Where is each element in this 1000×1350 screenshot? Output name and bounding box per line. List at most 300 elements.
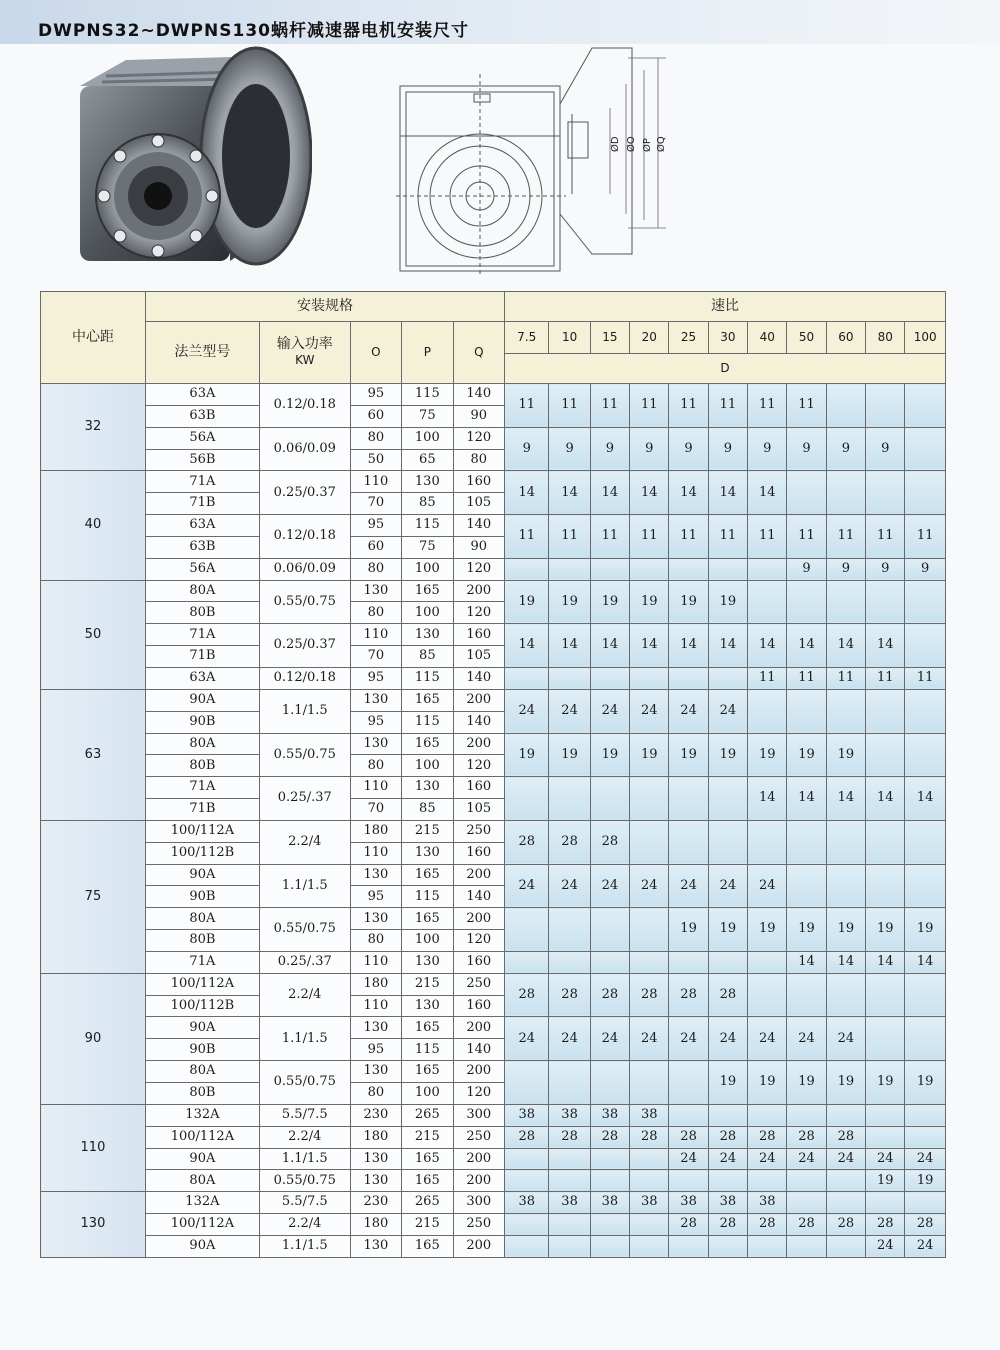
d-value-cell bbox=[748, 820, 787, 864]
label-p: ØP bbox=[642, 138, 653, 152]
ratio-header: 100 bbox=[905, 322, 946, 354]
d-value-cell: 11 bbox=[590, 384, 629, 428]
dimension-p-cell: 130 bbox=[402, 624, 453, 646]
d-value-cell bbox=[669, 820, 708, 864]
dimension-p-cell: 85 bbox=[402, 799, 453, 821]
input-power-cell: 1.1/1.5 bbox=[259, 1017, 350, 1061]
label-q: ØQ bbox=[656, 136, 667, 152]
dimension-p-cell: 165 bbox=[402, 689, 453, 711]
d-value-cell: 9 bbox=[866, 427, 905, 471]
d-value-cell: 24 bbox=[549, 1017, 590, 1061]
flange-model-cell: 71B bbox=[145, 799, 259, 821]
d-value-cell: 19 bbox=[669, 908, 708, 952]
d-value-cell: 14 bbox=[590, 471, 629, 515]
dimension-p-cell: 100 bbox=[402, 755, 453, 777]
dimension-o-cell: 110 bbox=[350, 995, 401, 1017]
d-value-cell: 19 bbox=[590, 733, 629, 777]
dimension-o-cell: 60 bbox=[350, 405, 401, 427]
dimension-p-cell: 100 bbox=[402, 427, 453, 449]
flange-model-cell: 90B bbox=[145, 711, 259, 733]
dimension-o-cell: 130 bbox=[350, 580, 401, 602]
d-value-cell bbox=[549, 667, 590, 689]
ratio-header: 30 bbox=[708, 322, 747, 354]
d-value-cell: 11 bbox=[866, 515, 905, 559]
d-value-cell bbox=[866, 1017, 905, 1061]
dimension-p-cell: 215 bbox=[402, 1214, 453, 1236]
d-header: D bbox=[505, 354, 946, 384]
d-value-cell bbox=[866, 864, 905, 908]
d-value-cell: 19 bbox=[630, 580, 669, 624]
d-value-cell: 14 bbox=[905, 777, 946, 821]
d-value-cell: 28 bbox=[826, 1126, 865, 1148]
flange-model-cell: 100/112B bbox=[145, 842, 259, 864]
dimension-q-cell: 140 bbox=[453, 384, 504, 406]
d-value-cell: 24 bbox=[669, 1017, 708, 1061]
dimension-o-cell: 80 bbox=[350, 602, 401, 624]
dimension-q-cell: 90 bbox=[453, 536, 504, 558]
input-power-cell: 1.1/1.5 bbox=[259, 1148, 350, 1170]
d-value-cell: 11 bbox=[866, 667, 905, 689]
dimension-p-cell: 165 bbox=[402, 1061, 453, 1083]
input-power-cell: 2.2/4 bbox=[259, 1126, 350, 1148]
d-value-cell bbox=[590, 667, 629, 689]
center-distance-cell: 63 bbox=[41, 689, 146, 820]
input-power-cell: 0.25/.37 bbox=[259, 951, 350, 973]
d-value-cell: 28 bbox=[669, 1126, 708, 1148]
dimension-o-cell: 80 bbox=[350, 427, 401, 449]
d-value-cell bbox=[905, 624, 946, 668]
dimension-o-cell: 60 bbox=[350, 536, 401, 558]
dimension-p-cell: 100 bbox=[402, 558, 453, 580]
center-distance-cell: 40 bbox=[41, 471, 146, 580]
d-value-cell: 24 bbox=[708, 1148, 747, 1170]
d-value-cell: 19 bbox=[708, 580, 747, 624]
d-value-cell bbox=[748, 973, 787, 1017]
dimension-p-cell: 85 bbox=[402, 646, 453, 668]
d-value-cell: 19 bbox=[669, 580, 708, 624]
d-value-cell: 14 bbox=[787, 951, 826, 973]
d-value-cell bbox=[787, 580, 826, 624]
d-value-cell bbox=[669, 558, 708, 580]
d-value-cell bbox=[590, 777, 629, 821]
flange-model-cell: 71A bbox=[145, 951, 259, 973]
power-unit-label: KW bbox=[295, 352, 315, 367]
d-value-cell: 19 bbox=[866, 1170, 905, 1192]
d-value-cell: 24 bbox=[826, 1148, 865, 1170]
d-value-cell bbox=[669, 1170, 708, 1192]
d-value-cell: 11 bbox=[787, 515, 826, 559]
dimension-q-cell: 250 bbox=[453, 820, 504, 842]
d-value-cell bbox=[787, 1192, 826, 1214]
d-value-cell: 14 bbox=[866, 777, 905, 821]
d-value-cell: 24 bbox=[866, 1148, 905, 1170]
dimension-o-cell: 110 bbox=[350, 624, 401, 646]
d-value-cell: 24 bbox=[748, 1017, 787, 1061]
d-value-cell: 38 bbox=[590, 1192, 629, 1214]
flange-model-cell: 63A bbox=[145, 384, 259, 406]
d-value-cell bbox=[708, 1170, 747, 1192]
d-value-cell bbox=[708, 1235, 747, 1257]
d-value-cell: 19 bbox=[630, 733, 669, 777]
d-value-cell: 9 bbox=[708, 427, 747, 471]
d-value-cell bbox=[505, 951, 549, 973]
ratio-header: 15 bbox=[590, 322, 629, 354]
input-power-cell: 0.25/0.37 bbox=[259, 624, 350, 668]
dimension-o-cell: 95 bbox=[350, 886, 401, 908]
d-value-cell bbox=[630, 1061, 669, 1105]
d-value-cell bbox=[669, 1104, 708, 1126]
ratio-header: 80 bbox=[866, 322, 905, 354]
input-power-label: 输入功率 bbox=[276, 336, 333, 353]
d-value-cell: 14 bbox=[505, 624, 549, 668]
dimension-q-cell: 200 bbox=[453, 1017, 504, 1039]
table-row bbox=[41, 1126, 946, 1148]
input-power-cell: 0.12/0.18 bbox=[259, 667, 350, 689]
d-value-cell: 28 bbox=[708, 1126, 747, 1148]
d-value-cell bbox=[905, 973, 946, 1017]
flange-model-cell: 56A bbox=[145, 558, 259, 580]
d-value-cell bbox=[590, 908, 629, 952]
d-value-cell: 24 bbox=[748, 864, 787, 908]
d-value-cell bbox=[787, 471, 826, 515]
d-value-cell bbox=[748, 951, 787, 973]
table-row bbox=[41, 558, 946, 580]
d-value-cell bbox=[905, 1017, 946, 1061]
d-value-cell: 11 bbox=[787, 384, 826, 428]
d-value-cell: 24 bbox=[590, 1017, 629, 1061]
input-power-cell: 2.2/4 bbox=[259, 1214, 350, 1236]
center-distance-cell: 90 bbox=[41, 973, 146, 1104]
d-value-cell bbox=[748, 1104, 787, 1126]
d-value-cell: 14 bbox=[630, 471, 669, 515]
install-spec-header: 安装规格 bbox=[145, 292, 504, 322]
d-value-cell bbox=[505, 1061, 549, 1105]
d-value-cell bbox=[630, 1170, 669, 1192]
d-value-cell bbox=[905, 427, 946, 471]
dimension-o-cell: 110 bbox=[350, 777, 401, 799]
input-power-cell: 1.1/1.5 bbox=[259, 1235, 350, 1257]
ratio-header: 50 bbox=[787, 322, 826, 354]
dimension-q-cell: 250 bbox=[453, 1214, 504, 1236]
dimension-q-cell: 140 bbox=[453, 515, 504, 537]
flange-model-cell: 132A bbox=[145, 1192, 259, 1214]
d-value-cell: 24 bbox=[748, 1148, 787, 1170]
installation-dimension-table bbox=[40, 291, 946, 1258]
d-value-cell: 9 bbox=[630, 427, 669, 471]
input-power-cell: 0.06/0.09 bbox=[259, 427, 350, 471]
input-power-cell: 0.25/.37 bbox=[259, 777, 350, 821]
d-value-cell: 24 bbox=[590, 689, 629, 733]
d-value-cell bbox=[826, 1104, 865, 1126]
d-value-cell: 9 bbox=[669, 427, 708, 471]
dimension-q-cell: 200 bbox=[453, 1170, 504, 1192]
dimension-o-cell: 130 bbox=[350, 1170, 401, 1192]
page-title: DWPNS32~DWPNS130蜗杆减速器电机安装尺寸 bbox=[38, 21, 469, 41]
d-value-cell: 14 bbox=[787, 777, 826, 821]
d-value-cell: 38 bbox=[630, 1104, 669, 1126]
d-value-cell: 14 bbox=[630, 624, 669, 668]
q-header: Q bbox=[453, 322, 504, 384]
d-value-cell: 24 bbox=[708, 689, 747, 733]
d-value-cell bbox=[708, 1104, 747, 1126]
input-power-cell: 0.12/0.18 bbox=[259, 515, 350, 559]
d-value-cell bbox=[787, 689, 826, 733]
d-value-cell bbox=[590, 1214, 629, 1236]
flange-model-cell: 71B bbox=[145, 646, 259, 668]
d-value-cell: 14 bbox=[826, 777, 865, 821]
dimension-o-cell: 130 bbox=[350, 1235, 401, 1257]
d-value-cell: 19 bbox=[708, 908, 747, 952]
d-value-cell bbox=[905, 864, 946, 908]
flange-model-cell: 90A bbox=[145, 1235, 259, 1257]
dimension-q-cell: 200 bbox=[453, 1235, 504, 1257]
dimension-q-cell: 105 bbox=[453, 646, 504, 668]
dimension-p-cell: 165 bbox=[402, 864, 453, 886]
input-power-cell: 0.55/0.75 bbox=[259, 908, 350, 952]
d-value-cell: 24 bbox=[549, 864, 590, 908]
d-value-cell: 11 bbox=[748, 667, 787, 689]
dimension-p-cell: 165 bbox=[402, 580, 453, 602]
d-value-cell: 24 bbox=[826, 1017, 865, 1061]
d-value-cell: 19 bbox=[866, 908, 905, 952]
d-value-cell: 28 bbox=[787, 1126, 826, 1148]
flange-model-cell: 63B bbox=[145, 536, 259, 558]
d-value-cell bbox=[826, 384, 865, 428]
dimension-o-cell: 180 bbox=[350, 1126, 401, 1148]
d-value-cell: 14 bbox=[748, 777, 787, 821]
flange-model-cell: 80B bbox=[145, 602, 259, 624]
dimension-q-cell: 160 bbox=[453, 471, 504, 493]
table-row bbox=[41, 1214, 946, 1236]
flange-model-cell: 80B bbox=[145, 1083, 259, 1105]
d-value-cell: 24 bbox=[905, 1148, 946, 1170]
table-row bbox=[41, 908, 946, 930]
d-value-cell: 19 bbox=[669, 733, 708, 777]
d-value-cell bbox=[590, 1061, 629, 1105]
ratio-title-header: 速比 bbox=[505, 292, 946, 322]
d-value-cell bbox=[630, 1214, 669, 1236]
input-power-cell: 2.2/4 bbox=[259, 973, 350, 1017]
d-value-cell bbox=[748, 558, 787, 580]
d-value-cell: 11 bbox=[708, 515, 747, 559]
dimension-q-cell: 120 bbox=[453, 427, 504, 449]
d-value-cell bbox=[787, 1104, 826, 1126]
dimension-q-cell: 300 bbox=[453, 1192, 504, 1214]
dimension-o-cell: 130 bbox=[350, 908, 401, 930]
dimension-o-cell: 95 bbox=[350, 384, 401, 406]
d-value-cell bbox=[669, 667, 708, 689]
dimension-o-cell: 130 bbox=[350, 689, 401, 711]
d-value-cell: 11 bbox=[549, 515, 590, 559]
dimension-o-cell: 95 bbox=[350, 1039, 401, 1061]
d-value-cell bbox=[708, 777, 747, 821]
d-value-cell bbox=[866, 689, 905, 733]
dimension-o-cell: 230 bbox=[350, 1104, 401, 1126]
d-value-cell bbox=[630, 1235, 669, 1257]
d-value-cell: 28 bbox=[669, 973, 708, 1017]
d-value-cell: 11 bbox=[669, 384, 708, 428]
dimension-o-cell: 80 bbox=[350, 930, 401, 952]
d-value-cell: 38 bbox=[669, 1192, 708, 1214]
d-value-cell: 9 bbox=[787, 558, 826, 580]
dimension-p-cell: 165 bbox=[402, 733, 453, 755]
d-value-cell: 14 bbox=[826, 951, 865, 973]
input-power-cell: 5.5/7.5 bbox=[259, 1104, 350, 1126]
d-value-cell bbox=[590, 1148, 629, 1170]
table-row bbox=[41, 733, 946, 755]
d-value-cell bbox=[505, 1235, 549, 1257]
d-value-cell: 9 bbox=[866, 558, 905, 580]
d-value-cell bbox=[708, 667, 747, 689]
d-value-cell: 19 bbox=[549, 580, 590, 624]
dimension-p-cell: 100 bbox=[402, 1083, 453, 1105]
dimension-q-cell: 300 bbox=[453, 1104, 504, 1126]
flange-model-cell: 80B bbox=[145, 930, 259, 952]
d-value-cell: 9 bbox=[590, 427, 629, 471]
d-value-cell: 28 bbox=[748, 1214, 787, 1236]
dimension-q-cell: 120 bbox=[453, 755, 504, 777]
d-value-cell bbox=[905, 1104, 946, 1126]
d-value-cell bbox=[826, 973, 865, 1017]
dimension-o-cell: 95 bbox=[350, 667, 401, 689]
center-distance-cell: 130 bbox=[41, 1192, 146, 1258]
dimension-p-cell: 165 bbox=[402, 908, 453, 930]
d-value-cell: 24 bbox=[866, 1235, 905, 1257]
flange-model-cell: 90A bbox=[145, 864, 259, 886]
dimension-p-cell: 100 bbox=[402, 602, 453, 624]
dimension-p-cell: 75 bbox=[402, 405, 453, 427]
dimension-p-cell: 215 bbox=[402, 973, 453, 995]
flange-model-cell: 90A bbox=[145, 1017, 259, 1039]
dimension-p-cell: 130 bbox=[402, 777, 453, 799]
dimension-o-cell: 50 bbox=[350, 449, 401, 471]
dimension-p-cell: 115 bbox=[402, 667, 453, 689]
flange-model-cell: 100/112A bbox=[145, 1126, 259, 1148]
d-value-cell bbox=[549, 908, 590, 952]
d-value-cell bbox=[787, 1170, 826, 1192]
d-value-cell bbox=[630, 777, 669, 821]
dimension-o-cell: 80 bbox=[350, 558, 401, 580]
d-value-cell: 9 bbox=[826, 558, 865, 580]
d-value-cell: 19 bbox=[505, 733, 549, 777]
d-value-cell: 28 bbox=[549, 1126, 590, 1148]
dimension-q-cell: 140 bbox=[453, 711, 504, 733]
d-value-cell: 38 bbox=[505, 1192, 549, 1214]
dimension-p-cell: 85 bbox=[402, 493, 453, 515]
d-value-cell: 28 bbox=[505, 1126, 549, 1148]
d-value-cell: 11 bbox=[787, 667, 826, 689]
d-value-cell bbox=[905, 733, 946, 777]
flange-model-cell: 90B bbox=[145, 1039, 259, 1061]
flange-model-cell: 100/112A bbox=[145, 1214, 259, 1236]
table-row bbox=[41, 864, 946, 886]
d-value-cell: 24 bbox=[505, 864, 549, 908]
d-value-cell bbox=[826, 864, 865, 908]
dimension-q-cell: 160 bbox=[453, 951, 504, 973]
dimension-o-cell: 70 bbox=[350, 493, 401, 515]
d-value-cell: 19 bbox=[708, 1061, 747, 1105]
table-row bbox=[41, 1170, 946, 1192]
dimension-q-cell: 90 bbox=[453, 405, 504, 427]
d-value-cell: 19 bbox=[505, 580, 549, 624]
d-value-cell bbox=[826, 820, 865, 864]
d-value-cell: 19 bbox=[826, 733, 865, 777]
d-value-cell bbox=[505, 1170, 549, 1192]
center-distance-cell: 110 bbox=[41, 1104, 146, 1191]
d-value-cell: 14 bbox=[708, 471, 747, 515]
input-power-cell: 0.55/0.75 bbox=[259, 580, 350, 624]
d-value-cell bbox=[748, 1235, 787, 1257]
d-value-cell: 14 bbox=[866, 951, 905, 973]
d-value-cell bbox=[866, 973, 905, 1017]
d-value-cell: 19 bbox=[905, 1170, 946, 1192]
dimension-p-cell: 65 bbox=[402, 449, 453, 471]
d-value-cell: 28 bbox=[748, 1126, 787, 1148]
d-value-cell: 14 bbox=[505, 471, 549, 515]
flange-model-cell: 90A bbox=[145, 689, 259, 711]
d-value-cell bbox=[669, 1235, 708, 1257]
dimension-o-cell: 80 bbox=[350, 1083, 401, 1105]
dimension-p-cell: 115 bbox=[402, 886, 453, 908]
d-value-cell bbox=[505, 558, 549, 580]
d-value-cell: 19 bbox=[748, 733, 787, 777]
dimension-o-cell: 70 bbox=[350, 646, 401, 668]
d-value-cell bbox=[669, 1061, 708, 1105]
dimension-p-cell: 130 bbox=[402, 995, 453, 1017]
table-row bbox=[41, 973, 946, 995]
d-value-cell: 14 bbox=[866, 624, 905, 668]
d-value-cell: 19 bbox=[866, 1061, 905, 1105]
d-value-cell bbox=[630, 1148, 669, 1170]
d-value-cell bbox=[549, 951, 590, 973]
table-row bbox=[41, 427, 946, 449]
d-value-cell bbox=[826, 1192, 865, 1214]
dimension-q-cell: 200 bbox=[453, 864, 504, 886]
d-value-cell: 14 bbox=[826, 624, 865, 668]
d-value-cell bbox=[787, 1235, 826, 1257]
d-value-cell bbox=[505, 1148, 549, 1170]
d-value-cell bbox=[669, 951, 708, 973]
d-value-cell bbox=[748, 689, 787, 733]
d-value-cell: 14 bbox=[669, 471, 708, 515]
d-value-cell: 28 bbox=[630, 1126, 669, 1148]
d-value-cell: 19 bbox=[787, 733, 826, 777]
dimension-o-cell: 110 bbox=[350, 471, 401, 493]
d-value-cell: 11 bbox=[505, 384, 549, 428]
dimension-p-cell: 130 bbox=[402, 951, 453, 973]
d-value-cell: 28 bbox=[866, 1214, 905, 1236]
d-value-cell: 38 bbox=[590, 1104, 629, 1126]
d-value-cell bbox=[549, 1214, 590, 1236]
input-power-cell: 1.1/1.5 bbox=[259, 689, 350, 733]
dimension-p-cell: 130 bbox=[402, 842, 453, 864]
flange-model-cell: 63A bbox=[145, 667, 259, 689]
d-value-cell: 28 bbox=[549, 973, 590, 1017]
dimension-o-cell: 95 bbox=[350, 515, 401, 537]
d-value-cell: 28 bbox=[590, 973, 629, 1017]
dimension-o-cell: 110 bbox=[350, 842, 401, 864]
d-value-cell: 11 bbox=[630, 384, 669, 428]
d-value-cell bbox=[866, 384, 905, 428]
d-value-cell: 19 bbox=[905, 908, 946, 952]
d-value-cell: 14 bbox=[590, 624, 629, 668]
ratio-header: 20 bbox=[630, 322, 669, 354]
d-value-cell: 38 bbox=[505, 1104, 549, 1126]
d-value-cell bbox=[505, 1214, 549, 1236]
dimension-o-cell: 180 bbox=[350, 820, 401, 842]
flange-model-cell: 71A bbox=[145, 624, 259, 646]
flange-model-cell: 71B bbox=[145, 493, 259, 515]
